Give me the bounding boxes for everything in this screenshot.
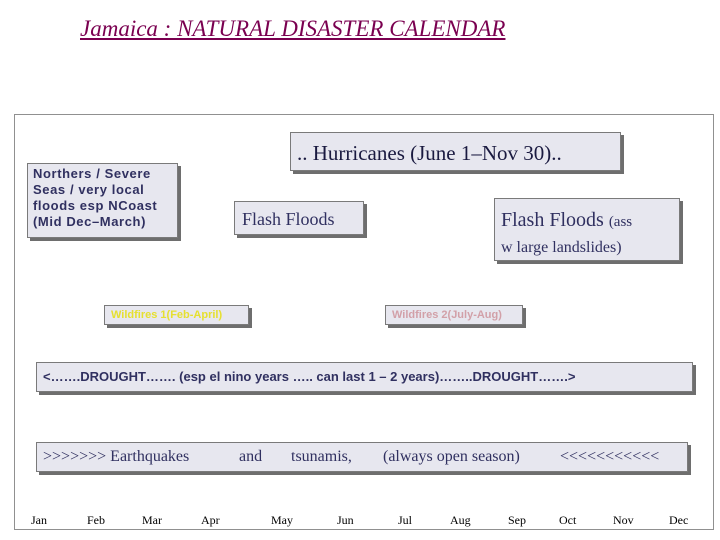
month-label-may: May xyxy=(271,513,293,527)
flash-floods-2-ass: (ass xyxy=(608,214,633,230)
month-label-jul: Jul xyxy=(398,513,413,527)
month-label-jan: Jan xyxy=(31,513,47,527)
earthquakes-part-5: <<<<<<<<<<< xyxy=(560,448,660,465)
earthquakes-part-1: >>>>>>> Earthquakes xyxy=(43,448,190,465)
drought-box: <…….DROUGHT……. (esp el nino years ….. can last 1 – 2 years)……..DROUGHT…….> xyxy=(36,362,693,392)
wildfires-2-box: Wildfires 2(July-Aug) xyxy=(385,305,523,325)
northers-box: Northers / Severe Seas / very local floods esp NCoast (Mid Dec–March) xyxy=(27,163,178,238)
calendar-title: Jamaica : NATURAL DISASTER CALENDAR xyxy=(80,16,506,41)
earthquakes-part-2: and xyxy=(239,448,263,465)
earthquakes-part-3: tsunamis, xyxy=(291,448,352,465)
month-label-jun: Jun xyxy=(337,513,354,527)
earthquakes-box xyxy=(36,442,688,472)
month-label-apr: Apr xyxy=(201,513,220,527)
month-label-sep: Sep xyxy=(508,513,526,527)
earthquakes-part-4: (always open season) xyxy=(383,448,520,465)
flash-floods-2-detail: w large landslides) xyxy=(501,239,622,256)
flash-floods-box-2 xyxy=(494,198,680,261)
month-label-dec: Dec xyxy=(669,513,689,527)
month-label-nov: Nov xyxy=(613,513,634,527)
month-label-mar: Mar xyxy=(142,513,162,527)
month-label-oct: Oct xyxy=(559,513,577,527)
flash-floods-box-1: Flash Floods xyxy=(234,201,364,235)
hurricanes-box: .. Hurricanes (June 1–Nov 30).. xyxy=(290,132,621,171)
flash-floods-2-label: Flash Floods xyxy=(501,209,604,231)
month-label-feb: Feb xyxy=(87,513,105,527)
wildfires-1-box: Wildfires 1(Feb-April) xyxy=(104,305,249,325)
month-label-aug: Aug xyxy=(450,513,471,527)
